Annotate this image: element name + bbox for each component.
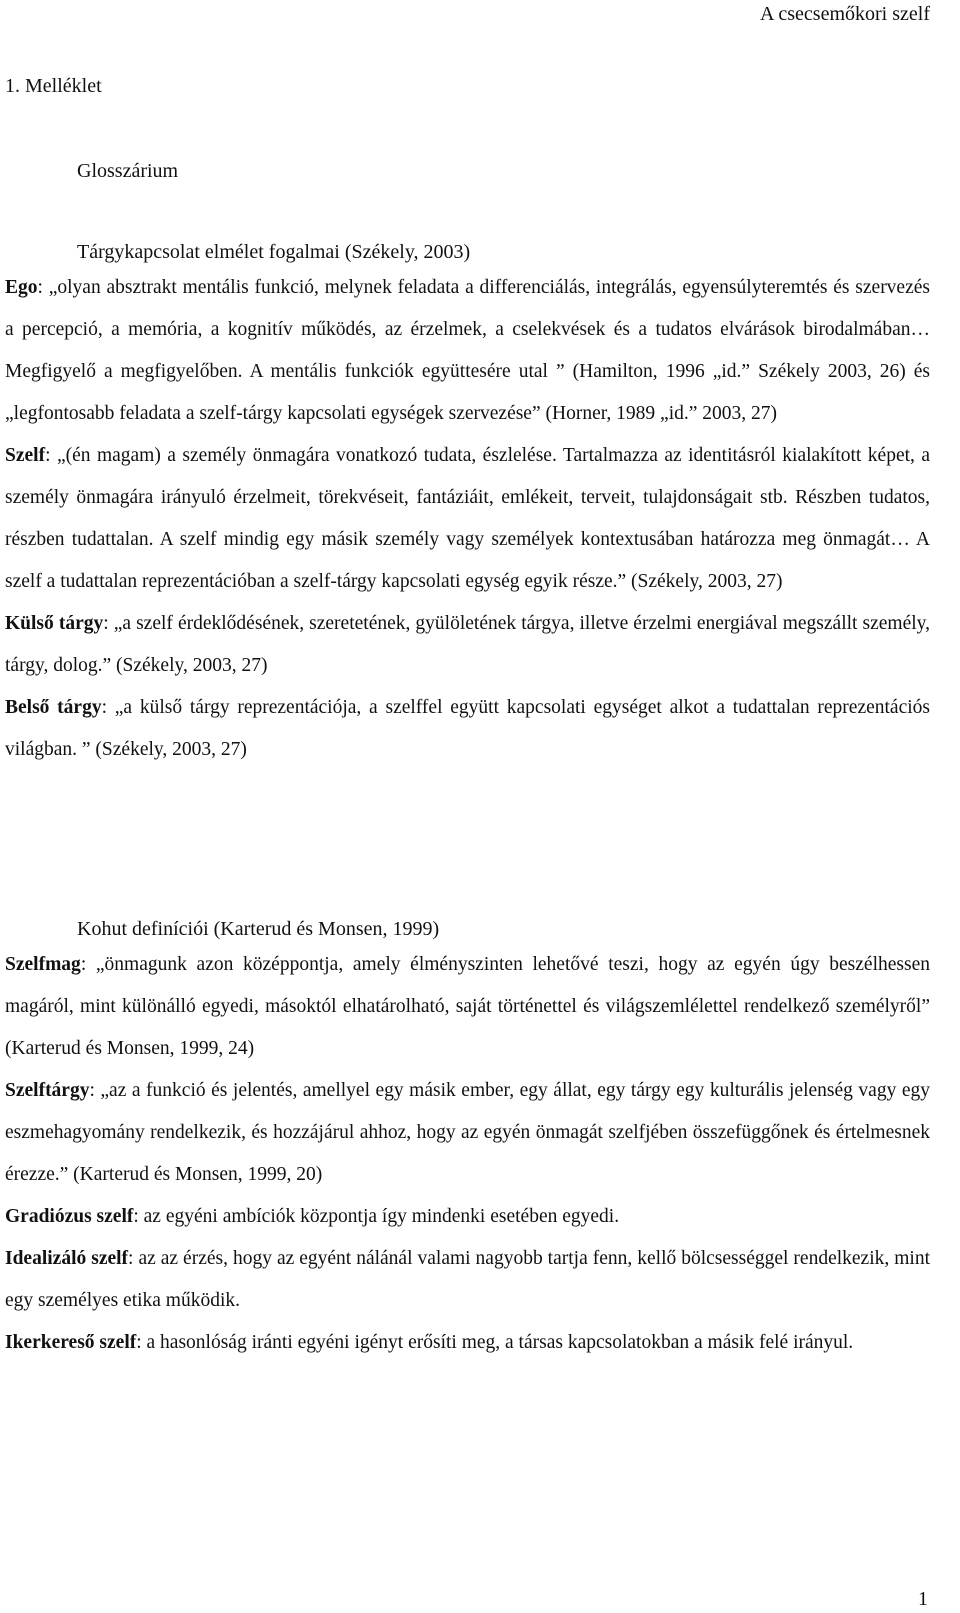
- section-kohut: [5, 914, 930, 1364]
- glossary-term: Gradiózus szelf: [5, 1206, 134, 1227]
- glossary-entry-szelftargy: [5, 1070, 930, 1196]
- glossary-title: Glosszárium: [77, 160, 179, 182]
- glossary-term: Idealizáló szelf: [5, 1248, 129, 1269]
- glossary-entry-kulso-targy: [5, 603, 930, 687]
- glossary-definition: : a hasonlóság iránti egyéni igényt erősíti meg, a társas kapcsolatokban a másik felé irányul.: [136, 1332, 854, 1353]
- section-heading: Kohut definíciói (Karterud és Monsen, 1999): [77, 918, 440, 940]
- glossary-entry-szelf: [5, 435, 930, 603]
- glossary-definition: : „a szelf érdeklődésének, szeretetének, gyülöletének tárgya, illetve érzelmi energiával megszállt személy, tárgy, dolog.” (Székely, 2003, 27): [5, 613, 931, 676]
- page-number: 1: [918, 1588, 928, 1610]
- glossary-definition: : „az a funkció és jelentés, amellyel egy másik ember, egy állat, egy tárgy egy kulturális jelenség vagy egy eszmehagyomány rendelkezik, és hozzájárul ahhoz, hogy az egyén önmagát szelfjében összefüggőnek és értelmesnek érezze.” (Karterud és Monsen, 1999, 20): [5, 1080, 930, 1185]
- glossary-entry-ikerkereso-szelf: [5, 1322, 930, 1364]
- glossary-term: Ikerkereső szelf: [5, 1332, 137, 1353]
- glossary-entry-szelfmag: [5, 944, 930, 1070]
- glossary-term: Ego: [5, 277, 38, 298]
- section-object-relations: [5, 237, 930, 771]
- glossary-definition: : „a külső tárgy reprezentációja, a szelffel együtt kapcsolati egységet alkot a tudattalan reprezentációs világban. ” (Székely, 2003, 27): [5, 697, 930, 760]
- running-header: A csecsemőkori szelf: [760, 3, 930, 25]
- annex-label: 1. Melléklet: [5, 75, 102, 97]
- glossary-entry-ego: [5, 267, 930, 435]
- glossary-entry-gradiozus-szelf: [5, 1196, 930, 1238]
- glossary-term: Belső tárgy: [5, 697, 102, 718]
- glossary-definition: : „(én magam) a személy önmagára vonatkozó tudata, észlelése. Tartalmazza az identitásról kialakított képet, a személy önmagára irányuló érzelmeit, törekvéseit, fantáziáit, emlékeit, terveit, tulajdonságait stb. Részben tudatos, részben tudattalan. A szelf mindig egy másik személy vagy személyek kontextusában határozza meg önmagát… A szelf a tudattalan reprezentációban a szelf-tárgy kapcsolati egység egyik része.” (Székely, 2003, 27): [5, 445, 930, 592]
- glossary-term: Szelf: [5, 445, 46, 466]
- section-heading: Tárgykapcsolat elmélet fogalmai (Székely, 2003): [77, 241, 471, 263]
- glossary-definition: : az az érzés, hogy az egyént nálánál valami nagyobb tartja fenn, kellő bölcsességgel rendelkezik, mint egy személyes etika működik.: [5, 1248, 930, 1311]
- glossary-entry-idealizalo-szelf: [5, 1238, 930, 1322]
- glossary-term: Külső tárgy: [5, 613, 104, 634]
- glossary-definition: : „önmagunk azon középpontja, amely élményszinten lehetővé teszi, hogy az egyén úgy beszélhessen magáról, mint különálló egyedi, másoktól elhatárolható, saját történettel és világszemlélettel rendelkező személyről” (Karterud és Monsen, 1999, 24): [5, 954, 930, 1059]
- glossary-entry-belso-targy: [5, 687, 930, 771]
- glossary-term: Szelfmag: [5, 954, 81, 975]
- glossary-definition: : „olyan absztrakt mentális funkció, melynek feladata a differenciálás, integrálás, egyensúlyteremtés és szervezés a percepció, a memória, a kognitív működés, az érzelmek, a cselekvések és a tudatos elvárások birodalmában… Megfigyelő a megfigyelőben. A mentális funkciók együttesére utal ” (Hamilton, 1996 „id.” Székely 2003, 26) és „legfontosabb feladata a szelf-tárgy kapcsolati egységek szervezése” (Horner, 1989 „id.” 2003, 27): [5, 277, 930, 424]
- glossary-definition: : az egyéni ambíciók központja így mindenki esetében egyedi.: [133, 1206, 620, 1227]
- glossary-term: Szelftárgy: [5, 1080, 90, 1101]
